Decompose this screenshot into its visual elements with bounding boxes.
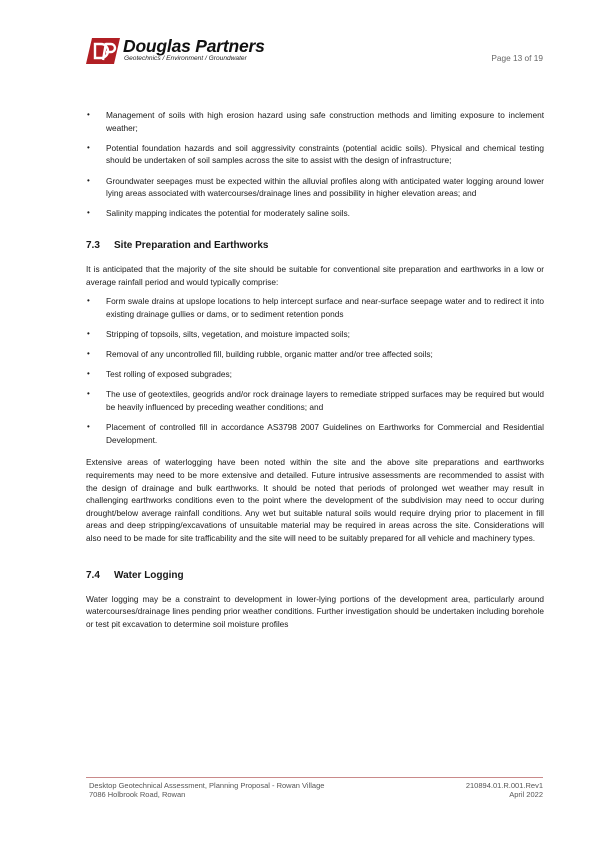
- bullet-icon: •: [87, 296, 90, 306]
- bullet-icon: •: [87, 208, 90, 218]
- list-item: • Removal of any uncontrolled fill, building rubble, organic matter and/or tree affected soils;: [87, 349, 433, 360]
- footer-report-number: 210894.01.R.001.Rev1: [465, 781, 543, 790]
- bullet-icon: •: [87, 142, 90, 152]
- list-item: • Stripping of topsoils, silts, vegetation, and moisture impacted soils;: [87, 328, 350, 339]
- section-number: 7.3: [86, 239, 100, 251]
- bullet-icon: •: [87, 369, 90, 379]
- page-content: [86, 109, 544, 630]
- footer-date: April 2022: [509, 790, 543, 799]
- logo-tagline: Geotechnics / Environment / Groundwater: [124, 55, 247, 62]
- list-item: • Groundwater seepages must be expected within the alluvial profiles along with anticipated water logging around lower lying areas associated with watercourses/drainage lines and possibility in higher elevation areas; and: [87, 175, 544, 199]
- list-item: • Placement of controlled fill in accordance AS3798 2007 Guidelines on Earthworks for Commercial and Residential Development.: [87, 422, 544, 445]
- section-body-paragraph: Water logging may be a constraint to development in lower-lying portions of the development area, particularly around watercourses/drainage lines pending prior weather conditions. Further investigation should be undertaken including borehole or test pit excavation to determine soil moisture profiles: [86, 593, 544, 629]
- page-number: Page 13 of 19: [491, 53, 543, 63]
- section-number: 7.4: [86, 569, 100, 581]
- list-item: • Salinity mapping indicates the potential for moderately saline soils.: [87, 208, 350, 219]
- section-heading-7-3: [86, 239, 544, 253]
- section-title: Water Logging: [114, 569, 184, 581]
- bullet-icon: •: [87, 328, 90, 338]
- list-item: • Management of soils with high erosion hazard using safe construction methods and limiting exposure to inclement weather;: [87, 110, 544, 133]
- section-closing-paragraph: Extensive areas of waterlogging have been noted within the site and the above site preparations and earthworks requirements may need to be more extensive and detailed. Future intrusive assessments are recommended to assist with the design of drainage and bulk earthworks. It should be noted that periods of prolonged wet weather may result in challenging earthworks conditions even to the point where the development of the subdivision may need to occur during drought/below average rainfall conditions. Any wet but suitable natural soils would require drying prior to placement in fill areas and deep stripping/excavations of unsuitable material may be required in areas across the site. Considerations will also need to be made for site trafficability and the site will need to be suitably prepared for all vehicle and machinery types.: [86, 457, 544, 543]
- bullet-icon: •: [87, 175, 90, 185]
- bullet-icon: •: [87, 349, 90, 359]
- bullet-icon: •: [87, 389, 90, 399]
- section-intro-paragraph: It is anticipated that the majority of the site should be suitable for conventional site preparation and earthworks in a low or average rainfall period and would typically comprise:: [86, 263, 544, 287]
- footer-reference-info: [466, 781, 543, 799]
- list-item: • Potential foundation hazards and soil aggressivity constraints (potential acidic soils). Physical and chemical testing should be undertaken of soil samples across the site to assist with the design of infrastructure;: [87, 142, 544, 166]
- footer-document-title: Desktop Geotechnical Assessment, Planning Proposal - Rowan Village: [89, 781, 325, 790]
- footer-divider: [86, 777, 543, 778]
- intro-bullet-list: [86, 109, 544, 220]
- company-logo: [86, 36, 276, 66]
- earthworks-bullet-list: [86, 295, 544, 446]
- section-title: Site Preparation and Earthworks: [114, 239, 269, 251]
- footer-address: 7086 Holbrook Road, Rowan: [89, 790, 186, 799]
- footer-document-info: [89, 781, 324, 799]
- list-item: • The use of geotextiles, geogrids and/or rock drainage layers to remediate stripped surfaces may be required but would be heavily influenced by preceding weather conditions; and: [87, 389, 544, 413]
- section-heading-7-4: [86, 569, 544, 583]
- list-item: • Test rolling of exposed subgrades;: [87, 369, 232, 380]
- list-item: • Form swale drains at upslope locations to help intercept surface and near-surface seepage water and to redirect it into existing drainage gullies or dams, or to sediment retention ponds: [87, 296, 544, 319]
- bullet-icon: •: [87, 110, 90, 119]
- logo-name: Douglas Partners: [123, 36, 265, 56]
- bullet-icon: •: [87, 422, 90, 432]
- douglas-partners-logo-icon: [86, 38, 120, 64]
